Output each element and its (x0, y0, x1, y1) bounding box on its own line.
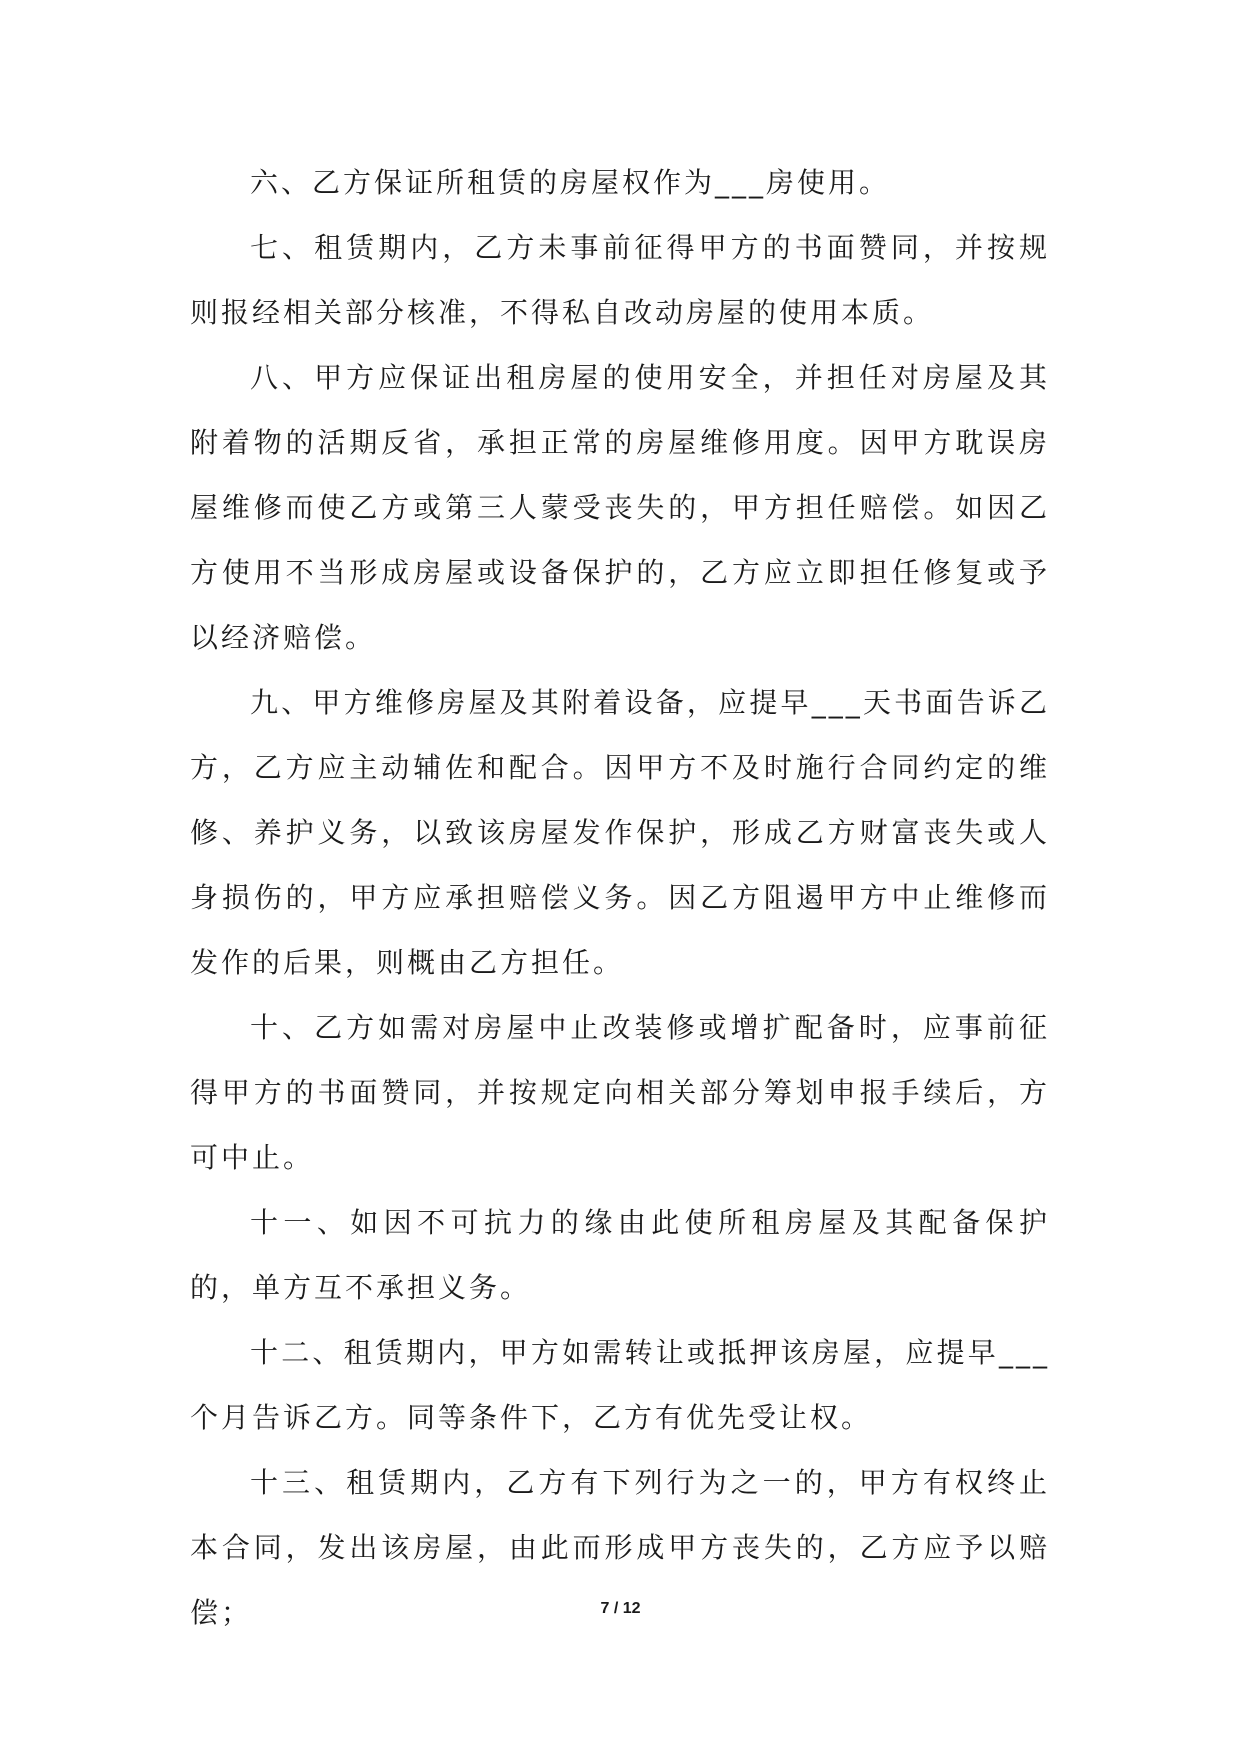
paragraph-clause-11: 十一、如因不可抗力的缘由此使所租房屋及其配备保护的，单方互不承担义务。 (190, 1206, 1050, 1304)
paragraph-clause-9: 九、甲方维修房屋及其附着设备，应提早___天书面告诉乙方，乙方应主动辅佐和配合。因甲方不及时施行合同约定的维修、养护义务，以致该房屋发作保护，形成乙方财富丧失或人身损伤的，甲方应承担赔偿义务。因乙方阻遏甲方中止维修而发作的后果，则概由乙方担任。 (190, 686, 1050, 979)
paragraph-clause-10: 十、乙方如需对房屋中止改装修或增扩配备时，应事前征得甲方的书面赞同，并按规定向相关部分筹划申报手续后，方可中止。 (190, 1011, 1050, 1174)
page-number: 7 / 12 (600, 1600, 641, 1617)
paragraph-clause-7: 七、租赁期内，乙方未事前征得甲方的书面赞同，并按规则报经相关部分核准，不得私自改动房屋的使用本质。 (190, 231, 1050, 329)
document-body (190, 150, 1050, 1645)
paragraph-clause-12: 十二、租赁期内，甲方如需转让或抵押该房屋，应提早___个月告诉乙方。同等条件下，乙方有优先受让权。 (190, 1336, 1050, 1434)
paragraph-clause-6: 六、乙方保证所租赁的房屋权作为___房使用。 (250, 166, 891, 199)
paragraph-clause-13: 十三、租赁期内，乙方有下列行为之一的，甲方有权终止本合同，发出该房屋，由此而形成甲方丧失的，乙方应予以赔偿； (190, 1466, 1050, 1629)
paragraph-clause-8: 八、甲方应保证出租房屋的使用安全，并担任对房屋及其附着物的活期反省，承担正常的房屋维修用度。因甲方耽误房屋维修而使乙方或第三人蒙受丧失的，甲方担任赔偿。如因乙方使用不当形成房屋或设备保护的，乙方应立即担任修复或予以经济赔偿。 (190, 361, 1050, 654)
